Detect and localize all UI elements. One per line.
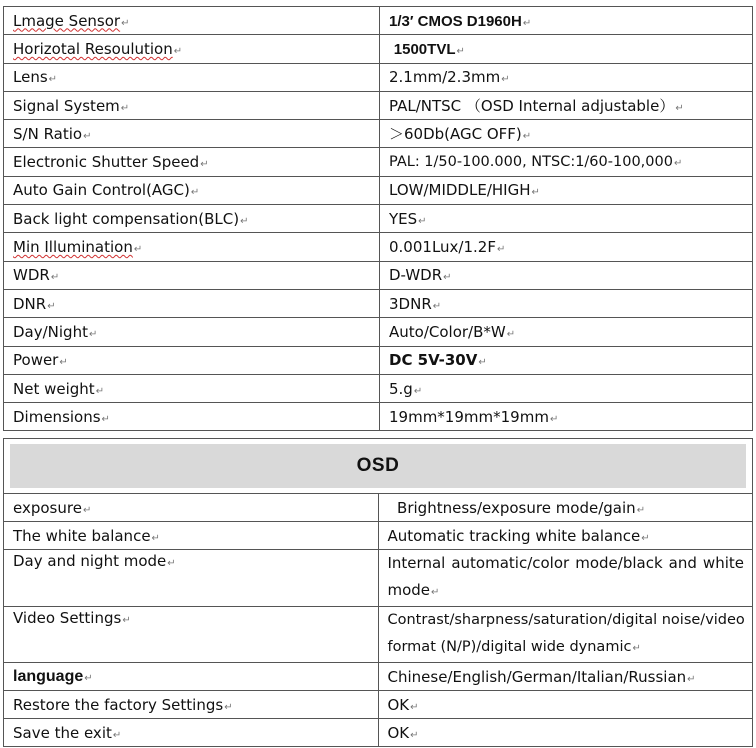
spec-value (380, 91, 753, 119)
spec-value (380, 261, 753, 289)
osd-value (378, 607, 753, 663)
spec-value-text: 2.1mm/2.3mm (389, 68, 501, 87)
paragraph-mark: ↵ (47, 300, 56, 312)
spec-value-text: 5.g (389, 379, 413, 398)
spec-value (380, 63, 753, 91)
spec-value-text: PAL/NTSC （OSD Internal adjustable） (389, 97, 675, 116)
spec-value (380, 403, 753, 431)
paragraph-mark: ↵ (413, 385, 423, 397)
spec-value-text: 3DNR (389, 294, 432, 313)
osd-table (3, 438, 753, 747)
paragraph-mark: ↵ (418, 215, 427, 227)
spec-label-text: Lmage Sensor (13, 11, 121, 30)
spec-row-blc (4, 205, 753, 233)
spec-row-signal-system (4, 91, 753, 119)
osd-label-text: The white balance (13, 526, 151, 545)
paragraph-mark: ↵ (121, 17, 130, 29)
spec-label (4, 176, 380, 204)
osd-row-white-balance (4, 522, 753, 550)
spec-row-image-sensor (4, 7, 753, 35)
paragraph-mark: ↵ (122, 615, 131, 626)
paragraph-mark: ↵ (167, 558, 176, 569)
spec-label (4, 318, 380, 346)
paragraph-mark: ↵ (673, 158, 683, 170)
osd-value-text: Brightness/exposure mode/gain (397, 498, 636, 517)
spec-value (380, 7, 753, 35)
osd-title: OSD (10, 444, 746, 488)
spec-label (4, 91, 380, 119)
spec-row-net-weight (4, 374, 753, 402)
paragraph-mark: ↵ (506, 328, 516, 340)
spec-label-text: Lens (13, 68, 48, 87)
spec-label-text: Net weight (13, 379, 95, 398)
osd-value-text: OK (387, 695, 410, 714)
spec-label (4, 233, 380, 261)
paragraph-mark: ↵ (632, 643, 641, 654)
spec-value-text: PAL: 1/50-100.000, NTSC:1/60-100,000 (389, 154, 673, 171)
paragraph-mark: ↵ (522, 131, 532, 143)
paragraph-mark: ↵ (95, 385, 105, 397)
spec-label (4, 374, 380, 402)
spec-table (3, 6, 753, 431)
osd-label-text: language (13, 668, 84, 685)
spec-row-min-illumination (4, 233, 753, 261)
osd-row-day-night-mode (4, 550, 753, 607)
paragraph-mark: ↵ (151, 532, 160, 544)
spec-label (4, 289, 380, 317)
osd-value-text: OK (387, 723, 410, 742)
spec-label-text: Signal System (13, 96, 120, 115)
osd-row-save-exit (4, 719, 753, 747)
paragraph-mark: ↵ (456, 45, 465, 57)
osd-row-language (4, 663, 753, 691)
paragraph-mark: ↵ (432, 300, 442, 312)
paragraph-mark: ↵ (224, 701, 233, 713)
spec-label-text: Auto Gain Control(AGC) (13, 181, 190, 200)
spec-row-agc (4, 176, 753, 204)
osd-header-cell (4, 439, 753, 494)
paragraph-mark: ↵ (120, 102, 130, 114)
spec-label (4, 35, 380, 63)
spec-value-text: 1500TVL (393, 40, 456, 58)
osd-row-restore-factory (4, 691, 753, 719)
spec-label (4, 120, 380, 148)
spec-label (4, 205, 380, 233)
spec-value (380, 346, 753, 374)
paragraph-mark: ↵ (173, 45, 183, 57)
paragraph-mark: ↵ (112, 729, 122, 741)
spec-value (380, 205, 753, 233)
spec-row-power (4, 346, 753, 374)
spec-value (380, 374, 753, 402)
osd-header-row (4, 439, 753, 494)
paragraph-mark: ↵ (522, 17, 532, 29)
spec-label-text: Power (13, 351, 59, 370)
spec-label-text: Dimensions (13, 407, 101, 426)
paragraph-mark: ↵ (200, 159, 209, 171)
spec-value-text: Auto/Color/B*W (389, 322, 506, 341)
paragraph-mark: ↵ (59, 357, 68, 369)
paragraph-mark: ↵ (240, 215, 249, 227)
paragraph-mark: ↵ (443, 272, 452, 284)
osd-value (378, 663, 753, 691)
spec-label-text: Horizotal Resoulution (13, 39, 173, 58)
osd-label-text: Save the exit (13, 723, 112, 742)
osd-value-text: Contrast/sharpness/saturation/digital noise/video format (N/P)/digital wide dynamic (387, 612, 745, 655)
paragraph-mark: ↵ (687, 673, 696, 685)
spec-label (4, 261, 380, 289)
osd-row-video-settings (4, 607, 753, 663)
paragraph-mark: ↵ (410, 701, 419, 713)
osd-label (4, 663, 379, 691)
osd-value-text: Internal automatic/color mode/black and white mode (387, 554, 744, 599)
osd-value (378, 550, 753, 607)
paragraph-mark: ↵ (133, 244, 143, 256)
spec-label-text: S/N Ratio (13, 124, 83, 143)
osd-label (4, 494, 379, 522)
spec-label (4, 7, 380, 35)
spec-value-text: 1/3′ CMOS D1960H (389, 12, 522, 30)
spec-row-dimensions (4, 403, 753, 431)
paragraph-mark: ↵ (88, 328, 98, 340)
spec-value-text: YES (389, 209, 418, 228)
osd-label-text: Video Settings (13, 609, 122, 627)
osd-row-exposure (4, 494, 753, 522)
osd-value (378, 719, 753, 747)
paragraph-mark: ↵ (83, 130, 92, 142)
spec-label-text: WDR (13, 266, 50, 285)
paragraph-mark: ↵ (478, 357, 487, 369)
spec-label-text: Min Illumination (13, 238, 133, 257)
paragraph-mark: ↵ (641, 532, 650, 544)
spec-value (380, 233, 753, 261)
paragraph-mark: ↵ (549, 413, 559, 425)
paragraph-mark: ↵ (101, 413, 110, 425)
spec-value-text: 0.001Lux/1.2F (389, 238, 496, 257)
spec-label (4, 148, 380, 176)
osd-label-text: Restore the factory Settings (13, 695, 224, 714)
paragraph-mark: ↵ (410, 729, 419, 741)
osd-value-text: Chinese/English/German/Italian/Russian (387, 667, 687, 686)
osd-label (4, 691, 379, 719)
spec-value (380, 148, 753, 176)
spec-value-text: LOW/MIDDLE/HIGH (389, 181, 531, 200)
osd-label (4, 550, 379, 607)
paragraph-mark: ↵ (50, 272, 60, 284)
paragraph-mark: ↵ (531, 187, 540, 199)
osd-label-text: Day and night mode (13, 552, 167, 570)
osd-value (378, 691, 753, 719)
spec-row-lens (4, 63, 753, 91)
spec-row-day-night (4, 318, 753, 346)
spec-label-text: Day/Night (13, 322, 88, 341)
spec-label-text: Electronic Shutter Speed (13, 153, 200, 172)
paragraph-mark: ↵ (496, 244, 506, 256)
paragraph-mark: ↵ (501, 74, 510, 86)
osd-label (4, 607, 379, 663)
osd-value-text: Automatic tracking white balance (387, 526, 641, 545)
spec-value-text: ＞60Db(AGC OFF) (389, 125, 522, 144)
paragraph-mark: ↵ (190, 187, 200, 199)
paragraph-mark: ↵ (636, 504, 646, 516)
osd-label-text: exposure (13, 498, 82, 517)
paragraph-mark: ↵ (48, 74, 58, 86)
spec-row-wdr (4, 261, 753, 289)
spec-row-sn-ratio (4, 120, 753, 148)
spec-value (380, 35, 753, 63)
paragraph-mark: ↵ (675, 103, 684, 115)
spec-value (380, 120, 753, 148)
spec-label (4, 63, 380, 91)
osd-value (378, 522, 753, 550)
osd-label (4, 522, 379, 550)
spec-value (380, 318, 753, 346)
spec-label-text: DNR (13, 294, 47, 313)
spec-label (4, 346, 380, 374)
spec-row-horizontal-resolution (4, 35, 753, 63)
spec-value (380, 289, 753, 317)
osd-value (378, 494, 753, 522)
spec-label-text: Back light compensation(BLC) (13, 209, 240, 228)
paragraph-mark: ↵ (82, 504, 92, 516)
spec-row-shutter-speed (4, 148, 753, 176)
spec-value (380, 176, 753, 204)
spec-label (4, 403, 380, 431)
paragraph-mark: ↵ (431, 587, 440, 598)
spec-value-text: 19mm*19mm*19mm (389, 407, 549, 426)
spec-value-text: DC 5V-30V (389, 351, 478, 370)
osd-label (4, 719, 379, 747)
spec-row-dnr (4, 289, 753, 317)
paragraph-mark: ↵ (84, 673, 93, 684)
spec-value-text: D-WDR (389, 266, 443, 285)
